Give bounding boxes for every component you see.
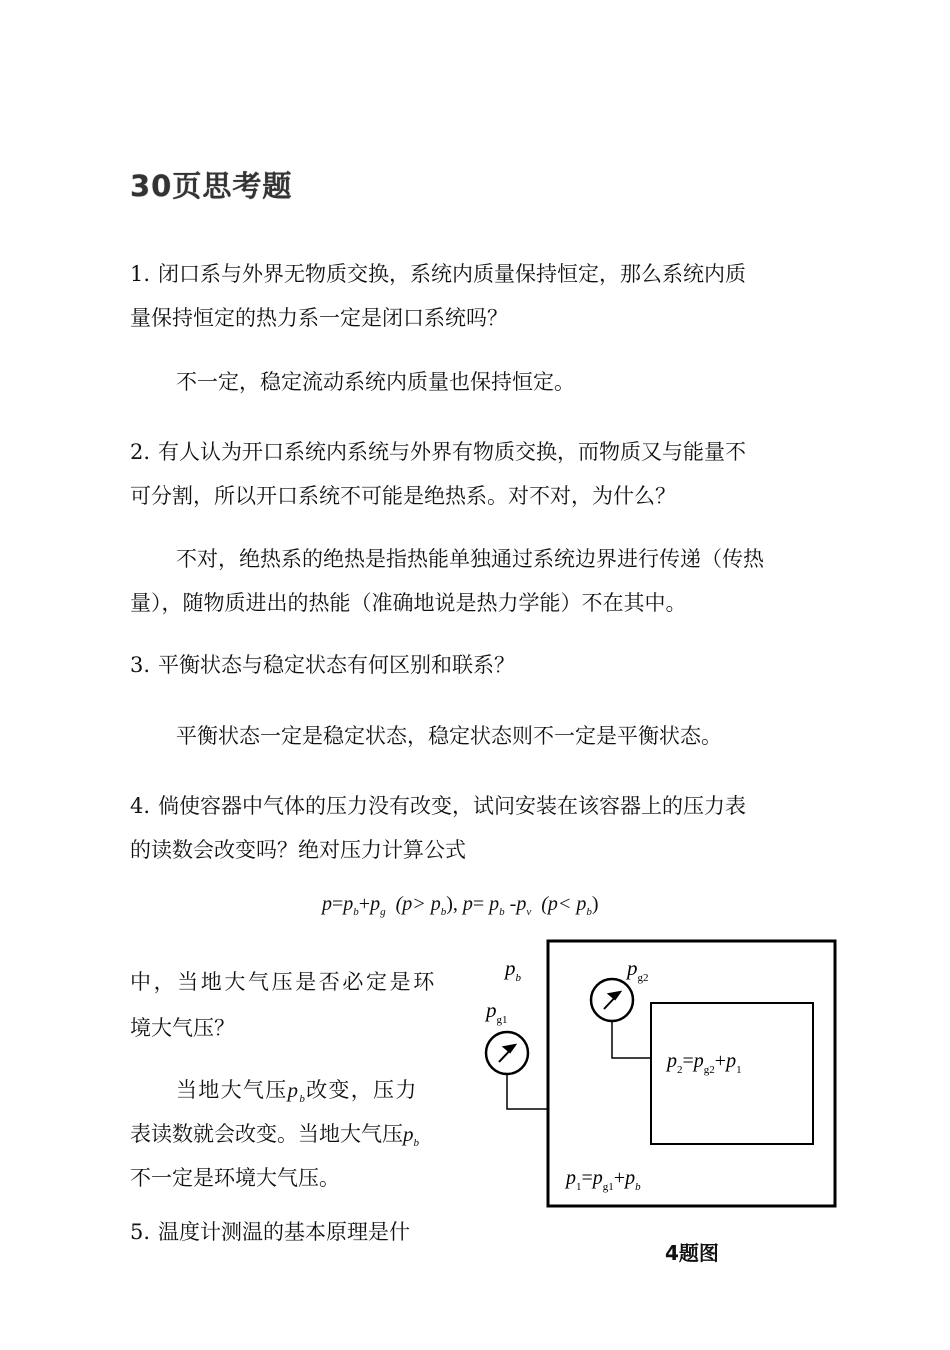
question-2-line-1 [130,436,746,466]
pressure-formula: $p=p_b+p_g$ $(p> p_b)$, $p= p_b$ $-p_v$ $(p< p_b)$ [322,893,599,918]
question-1-line-2: 量保持恒定的热力系一定是闭口系统吗？ [130,306,508,330]
question-4-line-4: 境大气压？ [130,1016,235,1040]
question-4-number: 4. [130,794,151,818]
question-5-number: 5. [130,1220,151,1244]
question-2-number: 2. [130,440,151,464]
answer-2-line-2: 量），随物质进出的热能（准确地说是热力学能）不在其中。 [130,591,687,615]
question-2-text: 有人认为开口系统内系统与外界有物质交换，而物质又与能量不 [158,440,747,464]
question-1-number: 1. [130,262,151,286]
gauge-1-pipe [507,1074,548,1109]
question-2-line-2: 可分割，所以开口系统不可能是绝热系。对不对，为什么？ [130,484,676,508]
label-pb: $p_b$ [505,956,521,984]
question-4-line-3: 中，当地大气压是否必定是环 [130,970,437,994]
label-p2-equation: $p_2=p_{g2}+p_1$ [667,1050,742,1076]
question-3-text: 平衡状态与稳定状态有何区别和联系？ [158,653,516,677]
answer-4-line-2: 表读数就会改变。当地大气压$p_b$ [130,1122,419,1150]
question-1-line-1 [130,258,746,288]
question-1-text: 闭口系与外界无物质交换，系统内质量保持恒定，那么系统内质 [158,262,747,286]
answer-1: 不一定，稳定流动系统内质量也保持恒定。 [176,370,575,394]
question-5-text: 温度计测温的基本原理是什 [158,1220,411,1244]
question-3-number: 3. [130,653,151,677]
label-pg1: $p_{g1}$ [486,998,508,1026]
figure-caption: 4题图 [665,1241,719,1265]
inner-container [651,1003,813,1144]
label-p1-equation: $p_1=p_{g1}+p_b$ [566,1167,641,1193]
answer-4-line-3: 不一定是环境大气压。 [130,1166,340,1190]
answer-4-line-1: 当地大气压$p_b$改变，压力 [176,1078,418,1106]
gauge-2-pipe [612,1021,651,1058]
pressure-gauge-figure [470,935,850,1220]
question-4-line-2: 的读数会改变吗？绝对压力计算公式 [130,838,466,862]
question-3-line-1 [130,649,515,679]
answer-3: 平衡状态一定是稳定状态，稳定状态则不一定是平衡状态。 [176,724,722,748]
question-4-text: 倘使容器中气体的压力没有改变，试问安装在该容器上的压力表 [158,794,747,818]
question-4-line-1 [130,790,746,820]
question-5-line-1 [130,1216,410,1246]
page-title: 30页思考题 [130,169,293,203]
label-pg2: $p_{g2}$ [627,956,649,984]
answer-2-line-1: 不对，绝热系的绝热是指热能单独通过系统边界进行传递（传热 [176,547,764,571]
